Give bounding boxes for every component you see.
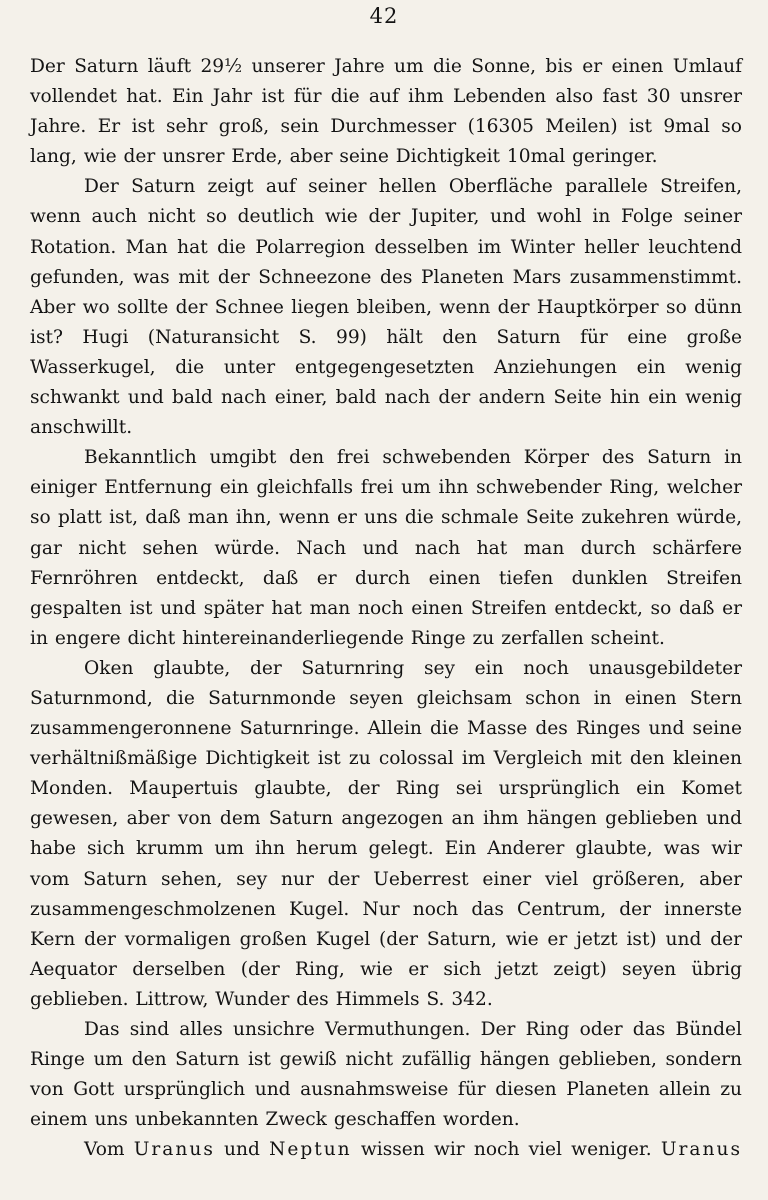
paragraph-saturn-orbit: Der Saturn läuft 29½ unserer Jahre um die Sonne, bis er einen Umlauf vollendet hat. Ein Jahr ist für die auf ihm Lebenden also fast 30 unsrer Jahre. Er ist sehr groß, sein Durchmesser (16305 Meilen) ist 9mal so lang, wie der unsrer Erde, aber seine Dichtigkeit 10mal geringer. bbox=[30, 56, 742, 168]
uranus-name: Uranus bbox=[133, 1139, 215, 1161]
connector-text: und bbox=[214, 1139, 270, 1161]
paragraph-uranus-neptun bbox=[30, 1135, 742, 1165]
paragraph-conclusion: Das sind alles unsichre Vermuthungen. Der Ring oder das Bündel Ringe um den Saturn ist gewiß nicht zufällig hängen geblieben, sondern von Gott ursprünglich und ausnahmsweise für diesen Planeten allein zu einem uns unbekannten Zweck geschaffen worden. bbox=[30, 1019, 742, 1131]
uranus-name-continued: Uranus bbox=[660, 1139, 742, 1161]
neptun-name: Neptun bbox=[269, 1139, 352, 1161]
uranus-prefix: Vom bbox=[84, 1139, 134, 1161]
page-number: 42 bbox=[369, 4, 399, 28]
uranus-suffix: wissen wir noch viel weniger. bbox=[351, 1139, 661, 1161]
paragraph-saturn-surface: Der Saturn zeigt auf seiner hellen Oberfläche parallele Streifen, wenn auch nicht so deutlich wie der Jupiter, und wohl in Folge seiner Rotation. Man hat die Polarregion desselben im Winter heller leuchtend gefunden, was mit der Schneezone des Planeten Mars zusammenstimmt. Aber wo sollte der Schnee liegen bleiben, wenn der Hauptkörper so dünn ist? Hugi (Naturansicht S. 99) hält den Saturn für eine große Wasserkugel, die unter entgegengesetzten Anziehungen ein wenig schwankt und bald nach einer, bald nach der andern Seite hin ein wenig anschwillt. bbox=[30, 176, 742, 439]
paragraph-ring-theories: Oken glaubte, der Saturnring sey ein noch unausgebildeter Saturnmond, die Saturnmonde seyen gleichsam schon in einen Stern zusammengeronnene Saturnringe. Allein die Masse des Ringes und seine verhältnißmäßige Dichtigkeit ist zu colossal im Vergleich mit den kleinen Monden. Maupertuis glaubte, der Ring sei ursprünglich ein Komet gewesen, aber von dem Saturn angezogen an ihm hängen geblieben und habe sich krumm um ihn herum gelegt. Ein Anderer glaubte, was wir vom Saturn sehen, sey nur der Ueberrest einer viel größeren, aber zusammengeschmolzenen Kugel. Nur noch das Centrum, der innerste Kern der vormaligen großen Kugel (der Saturn, wie er jetzt ist) und der Aequator derselben (der Ring, wie er sich jetzt zeigt) seyen übrig geblieben. Littrow, Wunder des Himmels S. 342. bbox=[30, 657, 742, 1010]
paragraph-saturn-ring: Bekanntlich umgibt den frei schwebenden Körper des Saturn in einiger Entfernung ein gleichfalls frei um ihn schwebender Ring, welcher so platt ist, daß man ihn, wenn er uns die schmale Seite zukehren würde, gar nicht sehen würde. Nach und nach hat man durch schärfere Fernröhren entdeckt, daß er durch einen tiefen dunklen Streifen gespalten ist und später hat man noch einen Streifen entdeckt, so daß er in engere dicht hintereinanderliegende Ringe zu zerfallen scheint. bbox=[30, 447, 742, 649]
body-text bbox=[30, 52, 742, 1165]
